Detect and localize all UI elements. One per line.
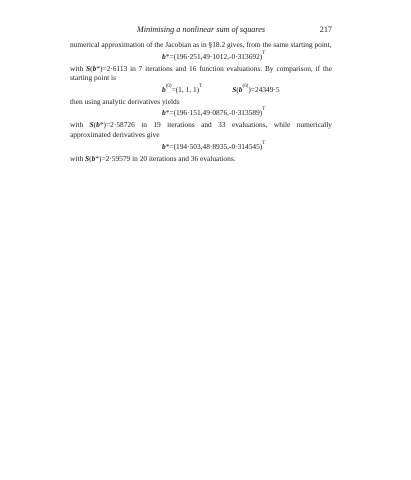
paragraph-2-with: with [70,63,86,73]
paragraph-1-line-2: starting point, [290,40,332,49]
equation-4-value: *=(194·503,48·8935,-0·314545) [165,141,263,151]
page-body [70,40,332,163]
paragraph-4 [70,120,332,139]
paragraph-2 [70,64,332,83]
paragraph-4-line-2: approximated derivatives give [70,129,160,139]
equation-4-b: b [162,141,166,151]
equation-3 [70,108,332,118]
paragraph-4-with: with [70,120,90,130]
paragraph-5 [70,154,332,164]
page-header [70,24,332,36]
equation-2-sup-2: (0) [242,83,249,89]
equation-2 [70,85,332,95]
equation-1-value: *=(196·251,49·1012,-0·313692) [165,51,263,61]
paragraph-2-text: *)=2·6113 in 7 iterations and 16 function evaluations. By comparison, if [96,63,321,73]
paragraph-5-S: S [85,153,90,163]
equation-4 [70,142,332,152]
equation-1-b: b [162,51,166,61]
equation-2-transpose: T [199,83,203,89]
paragraph-4-S: S [89,120,94,130]
equation-2-b: b [162,84,166,94]
paragraph-2-b: b [92,63,97,73]
equation-1-transpose: T [262,50,266,56]
equation-2-value: =(1, 1, 1) [171,84,200,94]
equation-2-sum [232,85,279,95]
paragraph-5-with: with [70,153,85,163]
paragraph-4-paren: ( [93,120,97,130]
paragraph-1 [70,40,332,50]
paragraph-3 [70,97,332,107]
equation-3-b: b [162,108,166,118]
paragraph-2-line-2: the starting point is [70,63,332,83]
equation-2-b2: b [238,84,243,94]
equation-3-transpose: T [262,107,266,113]
page-number: 217 [319,25,332,34]
paragraph-5-paren: ( [89,153,92,163]
equation-2-sup-0: (0) [165,83,172,89]
equation-2-S: S [232,84,237,94]
paragraph-5-text: *)=2·59579 in 20 iterations and 36 evaluations. [95,153,236,163]
paragraph-4-b: b [96,120,100,130]
paragraph-4-text: *)=2·58726 in 19 iterations and 33 evaluations, while numerically [99,120,332,130]
equation-2-paren: ( [236,84,239,94]
paragraph-5-b: b [91,153,96,163]
equation-3-value: *=(196·151,49·0876,-0·313589) [165,108,263,118]
paragraph-3-text: then using analytic derivatives yields [70,96,180,106]
equation-4-transpose: T [262,140,266,146]
equation-2-sum-value: )=24349·5 [248,84,280,94]
paragraph-2-S: S [85,63,91,73]
equation-1 [70,52,332,62]
running-head: Minimising a nonlinear sum of squares [136,25,266,34]
paragraph-2-paren: ( [90,63,93,73]
equation-2-start [162,85,202,95]
paragraph-1-line-1: numerical approximation of the Jacobian as in §18.2 gives, from the same [70,40,289,49]
